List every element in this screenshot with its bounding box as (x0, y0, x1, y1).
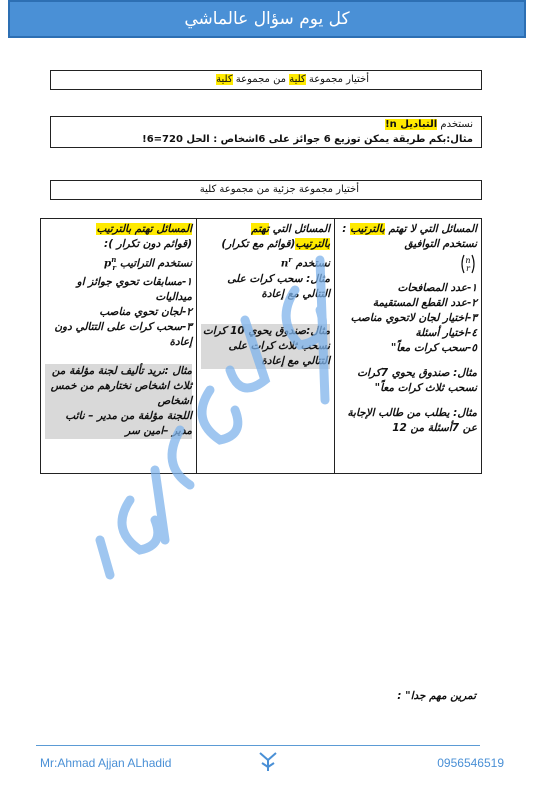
footer-divider (36, 745, 480, 746)
lists-no-repetition-use (45, 252, 192, 275)
lists-repetition-example: مثال:صندوق يحوي 10 كرات نسحب ثلاث كرات على التتالي مع إعادة (202, 324, 330, 367)
title-banner (8, 0, 526, 38)
combinations-item-2: ٢-عدد القطع المستقيمة (372, 297, 477, 309)
lists-repetition-header-highlight: تهتم بالترتيب (251, 223, 330, 250)
lists-with-repetition-column (197, 219, 335, 473)
combinations-item-5: ٥-سحب كرات معاً" (390, 342, 477, 354)
lists-without-repetition-column (41, 219, 197, 473)
permutation-rule-highlight: التباديل n! (385, 119, 438, 130)
lists-repetition-example-line: مثال: سحب كرات على التتالي مع إعادة (227, 272, 330, 300)
cases-table (40, 218, 482, 474)
lists-repetition-header-a: المسائل التي (269, 223, 330, 235)
permutation-rule-prefix: نستخدم (437, 119, 473, 130)
footer-logo-icon (258, 751, 278, 773)
lists-repetition-header-b: (قوائم مع تكرار) (221, 238, 296, 250)
combinations-item-3: ٣-اختيار لجان لاتحوي مناصب (350, 312, 477, 324)
section1-text-a: أختيار مجموعة (305, 74, 369, 85)
combinations-item-4: ٤-اختيار أسئلة (415, 327, 477, 339)
combinations-header (339, 222, 477, 252)
permutation-formula: $p^n_r$ (103, 255, 117, 272)
permutation-example: مثال:بكم طريقة يمكن توزيع 6 جوائز على 6اشخاص : الحل 720=6! (142, 134, 473, 145)
combinations-header-a: المسائل التي لا تهتم (384, 223, 477, 235)
lists-no-repetition-example-2: اللجنة مؤلفة من مدير – نائب مدير –امين سر (45, 409, 192, 439)
lists-repetition-use-label: نستخدم (295, 257, 330, 270)
combinations-example-2: مثال: يطلب من طالب الإجابة عن 7أسئلة من 12 (347, 407, 477, 434)
lists-no-repetition-example-1: مثال :نريد تأليف لجنة مؤلفة من ثلاث اشخاص نختارهم من خمس اشخاص (45, 364, 192, 409)
lists-repetition-use (201, 252, 330, 272)
section-permutation-box (50, 116, 482, 148)
section1-text-b: من مجموعة (232, 74, 290, 85)
lists-no-repetition-header-highlight: المسائل تهتم بالترتيب (96, 223, 192, 235)
lists-no-repetition-subheader: (قوائم دون تكرار ): (104, 238, 192, 250)
section1-highlight-1: كلية (289, 74, 306, 85)
permutation-rule (385, 119, 473, 130)
combinations-column (335, 219, 481, 473)
footer-author: Mr:Ahmad Ajjan ALhadid (40, 756, 172, 770)
combinations-example-1: مثال: صندوق يحوي 7كرات نسحب ثلاث كرات معاً" (357, 367, 477, 394)
lists-no-repetition-use-label: نستخدم التراتيب (119, 257, 192, 270)
section-subset-text: أختيار مجموعة جزئية من مجموعة كلية (199, 184, 359, 195)
lists-no-repetition-item-2: ٢-لجان تحوي مناصب (99, 305, 192, 318)
combinations-header-highlight: بالترتيب (350, 223, 385, 235)
section1-highlight-2: كلية (216, 74, 233, 85)
power-formula: $n^r$ (280, 255, 293, 270)
page-title: كل يوم سؤال عالماشي (184, 9, 350, 29)
section-full-set-box (50, 70, 482, 90)
important-exercise-note: تمرين مهم جدا" : (397, 690, 476, 702)
lists-no-repetition-header (45, 222, 192, 237)
lists-repetition-header (201, 222, 330, 252)
combinations-item-1: ١-عدد المصافحات (397, 282, 477, 294)
combination-symbol-icon (459, 253, 477, 275)
section-subset-box (50, 180, 482, 200)
svg-text:n: n (465, 256, 471, 265)
combinations-header-b: : نستخدم التوافيق (342, 223, 477, 250)
footer-phone: 0956546519 (437, 756, 504, 770)
lists-no-repetition-item-1: ١-مسابقات تحوي جوائز او ميداليات (76, 275, 192, 303)
lists-no-repetition-item-3: ٣-سحب كرات على التتالي دون إعادة (54, 320, 192, 348)
combinations-formula (339, 253, 477, 280)
section-full-set-text (216, 74, 369, 85)
svg-text:r: r (466, 264, 470, 273)
